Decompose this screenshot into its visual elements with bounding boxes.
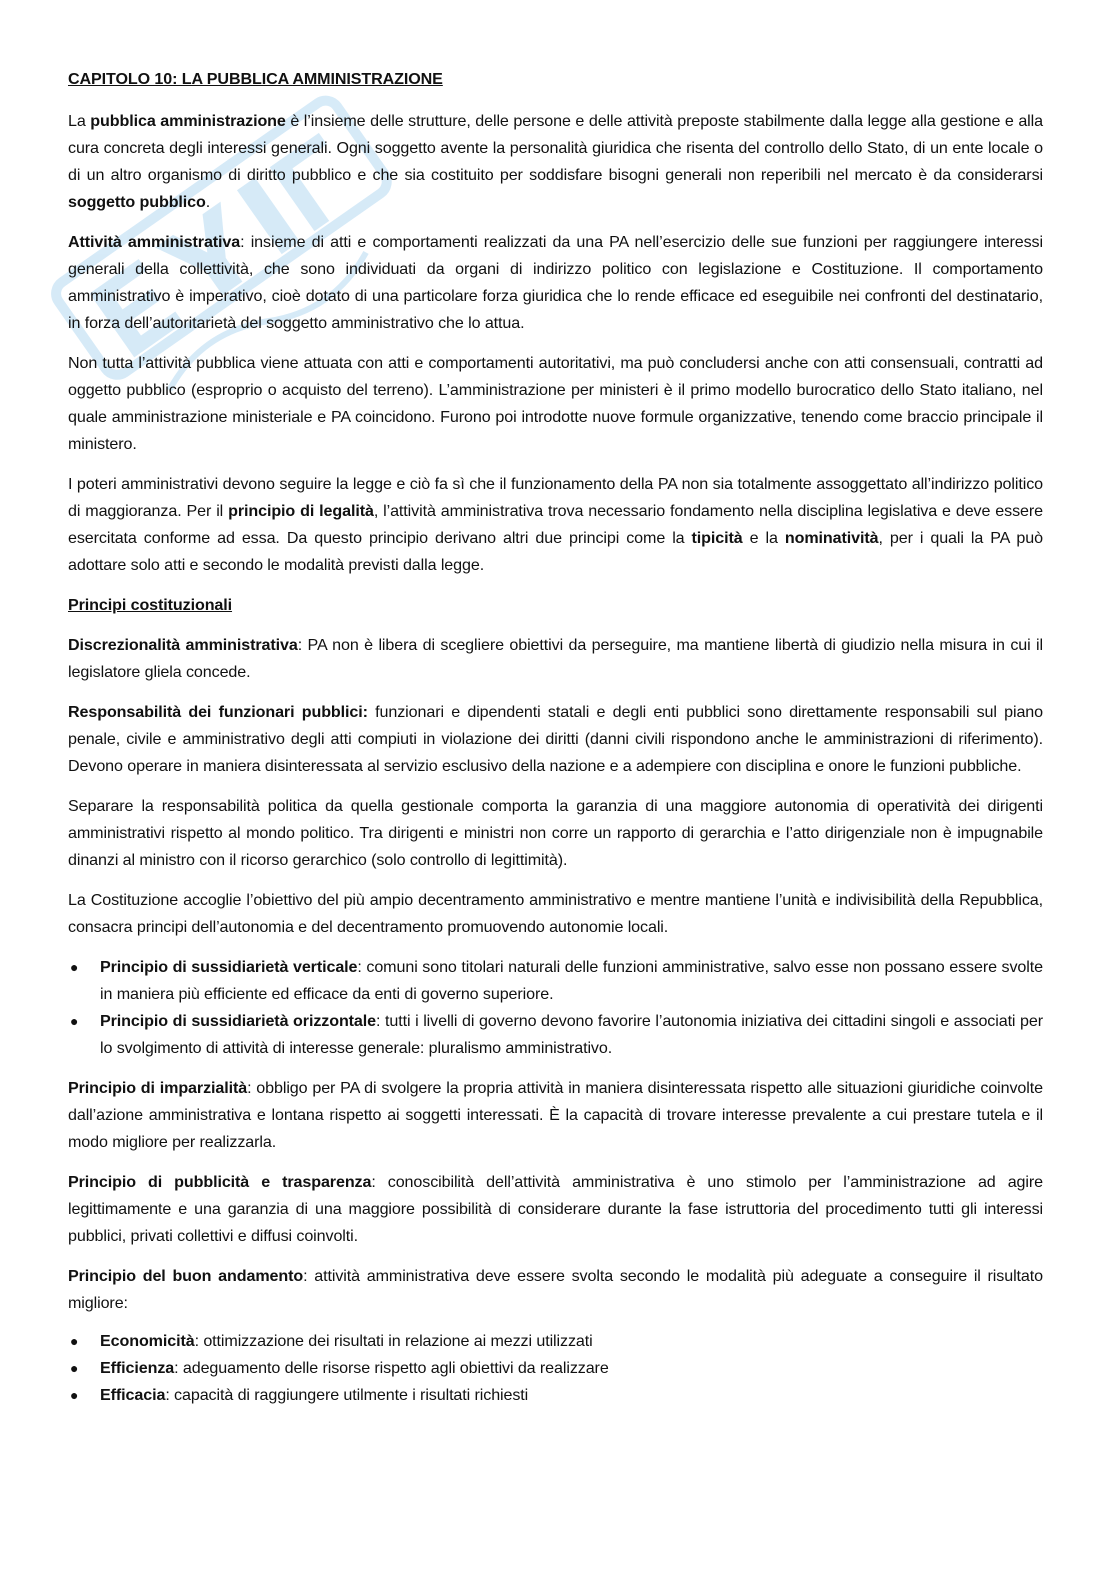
list-buon-andamento [68, 1328, 1043, 1409]
list-item: ● Efficienza: adeguamento delle risorse rispetto agli obiettivi da realizzare [68, 1355, 1043, 1382]
list-item: ● Principio di sussidiarietà verticale: comuni sono titolari naturali delle funzioni amministrative, salvo esse non possano essere svolte in maniera più efficiente ed efficace da enti di governo superiore. [68, 954, 1043, 1008]
paragraph-separazione: Separare la responsabilità politica da quella gestionale comporta la garanzia di una maggiore autonomia di operatività dei dirigenti amministrativi rispetto al mondo politico. Tra dirigenti e ministri non corre un rapporto di gerarchia e l’atto dirigenziale non è impugnabile dinanzi al ministro con il ricorso gerarchico (solo controllo di legittimità). [68, 797, 1043, 869]
paragraph-responsabilita: Responsabilità dei funzionari pubblici: funzionari e dipendenti statali e degli enti pubblici sono direttamente responsabili sul piano penale, civile e amministrativo degli atti compiuti in violazione dei diritti (danni civili rispondono anche le amministrazioni di riferimento). Devono operare in maniera disinteressata al servizio esclusivo della nazione e a adempiere con disciplina e onore le funzioni pubbliche. [68, 703, 1043, 775]
paragraph-atti-consensuali: Non tutta l’attività pubblica viene attuata con atti e comportamenti autoritativi, ma può concludersi anche con atti consensuali, contratti ad oggetto pubblico (esproprio o acquisto del terreno). L’amministrazione per ministeri è il primo modello burocratico dello Stato italiano, nel quale amministrazione ministeriale e PA coincidono. Furono poi introdotte nuove formule organizzative, tenendo come braccio principale il ministero. [68, 354, 1043, 453]
paragraph-imparzialita: Principio di imparzialità: obbligo per PA di svolgere la propria attività in maniera disinteressata rispetto alle situazioni giuridiche coinvolte dall’azione amministrativa e lontana rispetto ai soggetti interessati. È la capacità di trovare interesse prevalente a cui prestare tutela e il modo migliore per realizzarla. [68, 1079, 1043, 1151]
paragraph-buon-andamento: Principio del buon andamento: attività amministrativa deve essere svolta secondo le modalità più adeguate a conseguire il risultato migliore: [68, 1267, 1044, 1312]
bullet-icon: ● [70, 1360, 79, 1376]
paragraph-attivita: Attività amministrativa: insieme di atti e comportamenti realizzati da una PA nell’esercizio delle sue funzioni per raggiungere interessi generali della collettività, che sono individuati da organi di indirizzo politico con legislazione e Costituzione. Il comportamento amministrativo è imperativo, cioè dotato di una particolare forza giuridica che lo rende efficace ed eseguibile nei confronti del destinatario, in forza dell’autoritarietà del soggetto amministrativo che lo attua. [68, 233, 1043, 332]
list-item: ● Economicità: ottimizzazione dei risultati in relazione ai mezzi utilizzati [68, 1328, 1043, 1355]
paragraph-discrezionalita: Discrezionalità amministrativa: PA non è libera di scegliere obiettivi da perseguire, ma mantiene libertà di giudizio nella misura in cui il legislatore gliela concede. [68, 636, 1043, 681]
paragraph-trasparenza: Principio di pubblicità e trasparenza: conoscibilità dell’attività amministrativa è uno stimolo per l’amministrazione ad agire legittimamente e una garanzia di una maggiore possibilità di considerare durante la fase istruttoria del procedimento tutti gli interessi pubblici, privati collettivi e diffusi coinvolti. [68, 1173, 1043, 1245]
list-sussidiarieta [68, 954, 1043, 1062]
bullet-icon: ● [70, 1333, 79, 1349]
bullet-icon: ● [70, 1013, 79, 1029]
paragraph-intro: La pubblica amministrazione è l’insieme delle strutture, delle persone e delle attività preposte stabilmente dalla legge alla gestione e alla cura concreta degli interessi generali. Ogni soggetto avente la personalità giuridica che risenta del controllo dello Stato, di un ente locale o di un altro organismo di diritto pubblico e che sia costituito per soddisfare bisogni generali non reperibili nel mercato è da considerarsi soggetto pubblico. [68, 112, 1043, 211]
bullet-icon: ● [70, 1387, 79, 1403]
paragraph-decentramento: La Costituzione accoglie l’obiettivo del più ampio decentramento amministrativo e mentre mantiene l’unità e indivisibilità della Repubblica, consacra principi dell’autonomia e del decentramento promuovendo autonomie locali. [68, 891, 1043, 936]
chapter-title: CAPITOLO 10: LA PUBBLICA AMMINISTRAZIONE [68, 70, 443, 88]
document-body [68, 66, 1043, 1422]
list-item: ● Efficacia: capacità di raggiungere utilmente i risultati richiesti [68, 1382, 1043, 1409]
bullet-icon: ● [70, 959, 79, 975]
section-subtitle: Principi costituzionali [68, 596, 233, 614]
paragraph-legalita: I poteri amministrativi devono seguire la legge e ciò fa sì che il funzionamento della PA non sia totalmente assoggettato all’indirizzo politico di maggioranza. Per il principio di legalità, l’attività amministrativa trova necessario fondamento nella disciplina legislativa e deve essere esercitata conforme ad essa. Da questo principio derivano altri due principi come la tipicità e la nominatività, per i quali la PA può adottare solo atti e secondo le modalità previsti dalla legge. [68, 475, 1043, 574]
list-item: ● Principio di sussidiarietà orizzontale: tutti i livelli di governo devono favorire l’autonomia iniziativa dei cittadini singoli e associati per lo svolgimento di attività di interesse generale: pluralismo amministrativo. [68, 1008, 1043, 1062]
